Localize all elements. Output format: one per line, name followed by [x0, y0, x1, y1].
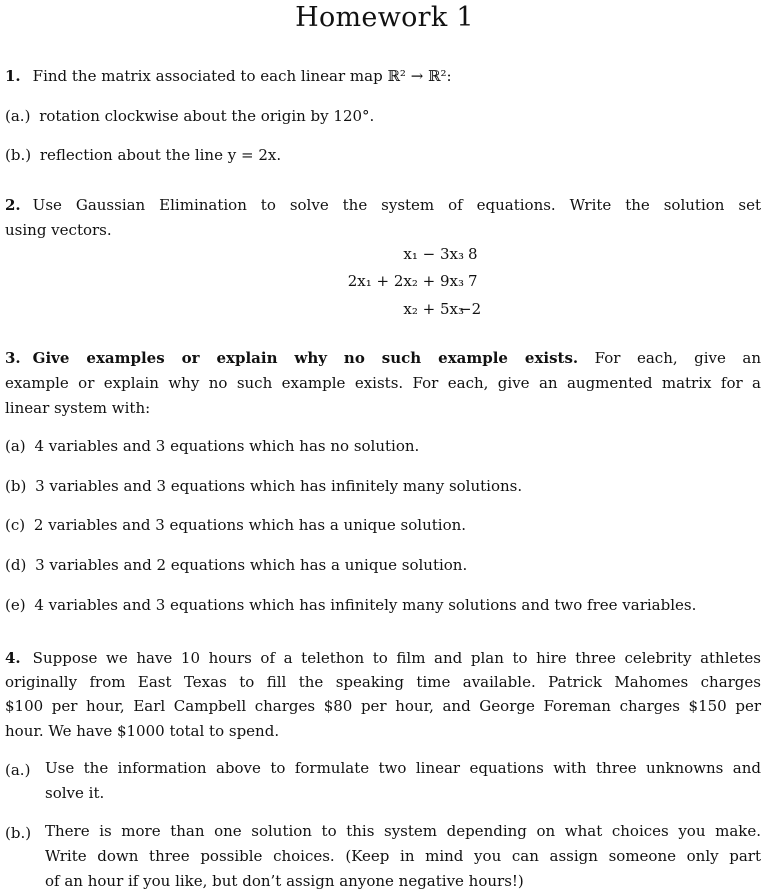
part-label: (b) [5, 477, 27, 495]
problem-3-part-e [5, 595, 696, 615]
equation-1-lhs: x₁ − 3x₃ [403, 245, 464, 263]
problem-4-text-1: Suppose we have 10 hours of a telethon to film and plan to hire three celebrity athletes [32, 649, 761, 667]
problem-1-text: Find the matrix associated to each linear map ℝ² → ℝ²: [32, 67, 452, 85]
part-text: rotation clockwise about the origin by 120°. [39, 107, 375, 125]
part-text: 4 variables and 3 equations which has infinitely many solutions and two free variables. [34, 596, 697, 614]
part-text: reflection about the line y = 2x. [39, 146, 282, 164]
equation-3-rhs: −2 [459, 300, 482, 318]
problem-1-prompt [5, 66, 452, 86]
problem-1-part-b [5, 145, 281, 165]
page-title: Homework 1 [295, 2, 474, 33]
problem-4-part-a-line-1: Use the information above to formulate two linear equations with three unknowns and [45, 759, 761, 777]
problem-3-line-1-tail: For each, give an [594, 349, 761, 367]
part-label: (c) [5, 516, 26, 534]
problem-1-number: 1. [5, 67, 21, 85]
problem-4-line-1 [5, 646, 761, 671]
problem-4-part-a-line-2: solve it. [45, 784, 105, 802]
problem-3-prompt-line-1 [5, 346, 761, 371]
problem-3-prompt-line-3: linear system with: [5, 399, 151, 417]
part-text: 2 variables and 3 equations which has a unique solution. [33, 516, 467, 534]
part-text: 3 variables and 2 equations which has a unique solution. [35, 556, 468, 574]
part-text: 4 variables and 3 equations which has no solution. [34, 437, 420, 455]
part-label: (a) [5, 437, 26, 455]
problem-2-prompt-line-1 [5, 193, 761, 218]
problem-2-text-1: Use Gaussian Elimination to solve the system of equations. Write the solution set [32, 196, 761, 214]
part-label: (b.) [5, 146, 32, 164]
problem-4-line-2: originally from East Texas to fill the speaking time available. Patrick Mahomes charges [5, 673, 761, 691]
problem-3-heading: Give examples or explain why no such example exists. [32, 349, 579, 367]
problem-4-line-3: $100 per hour, Earl Campbell charges $80 per hour, and George Foreman charges $150 per [5, 697, 761, 715]
part-label: (a.) [5, 107, 31, 125]
part-label: (e) [5, 596, 26, 614]
problem-4-part-b-label: (b.) [5, 824, 32, 842]
part-label: (d) [5, 556, 27, 574]
problem-3-prompt-line-2: example or explain why no such example exists. For each, give an augmented matrix for a [5, 374, 761, 392]
problem-4-part-b-line-3: of an hour if you like, but don’t assign anyone negative hours!) [45, 872, 524, 890]
equation-2-rhs: 7 [468, 272, 478, 290]
problem-3-part-b [5, 476, 522, 496]
equation-3-lhs: x₂ + 5x₃ [403, 300, 464, 318]
problem-2-prompt-line-2: using vectors. [5, 221, 112, 239]
part-text: 3 variables and 3 equations which has infinitely many solutions. [35, 477, 523, 495]
problem-3-part-c [5, 515, 466, 535]
problem-4-part-b-line-2: Write down three possible choices. (Keep in mind you can assign someone only part [45, 847, 761, 865]
problem-1-part-a [5, 106, 374, 126]
problem-4-part-a-label: (a.) [5, 761, 31, 779]
problem-4-number: 4. [5, 649, 21, 667]
problem-3-part-a [5, 436, 419, 456]
problem-4-part-b-line-1: There is more than one solution to this system depending on what choices you make. [45, 822, 761, 840]
problem-4-line-4: hour. We have $1000 total to spend. [5, 722, 280, 740]
equation-2-lhs: 2x₁ + 2x₂ + 9x₃ [347, 272, 464, 290]
equation-1-rhs: 8 [468, 245, 478, 263]
problem-2-number: 2. [5, 196, 21, 214]
problem-3-part-d [5, 555, 467, 575]
problem-3-number: 3. [5, 349, 21, 367]
